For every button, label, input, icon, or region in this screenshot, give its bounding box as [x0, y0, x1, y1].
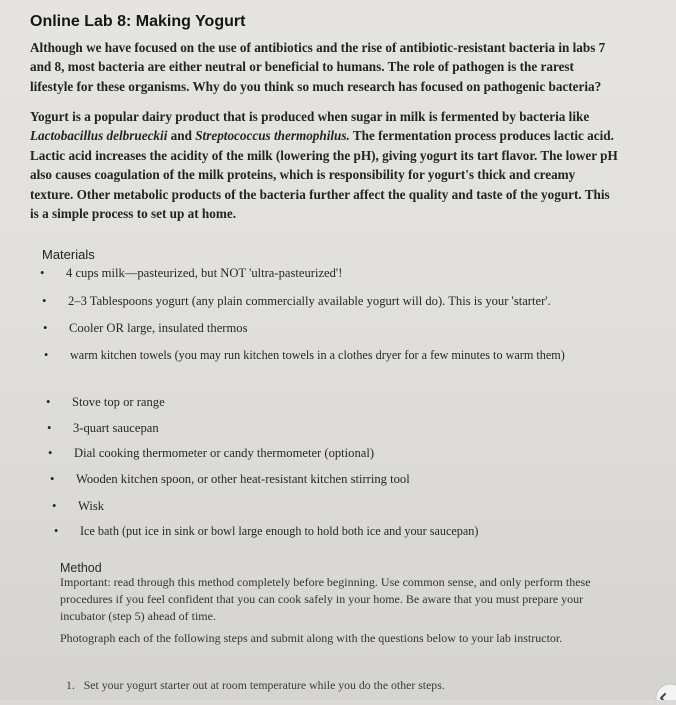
- material-item: [54, 522, 620, 540]
- material-item: [52, 497, 598, 515]
- material-item-text: 4 cups milk—pasteurized, but NOT 'ultra-pasteurized'!: [66, 266, 343, 280]
- step-text: Set your yogurt starter out at room temperature while you do the other steps.: [83, 678, 445, 692]
- materials-heading: Materials: [42, 247, 95, 262]
- yogurt-paragraph: [30, 107, 620, 223]
- bullet-dot: •: [44, 348, 49, 362]
- bullet-dot: •: [48, 446, 53, 460]
- bullet-dot: •: [42, 294, 47, 308]
- bullet-dot: •: [43, 321, 48, 335]
- method-step-1: [66, 678, 445, 693]
- material-item: [44, 346, 615, 364]
- method-heading: Method: [60, 561, 102, 575]
- material-item: [46, 393, 592, 411]
- bullet-dot: •: [54, 524, 59, 538]
- material-item-text: Stove top or range: [72, 395, 165, 409]
- bullet-dot: •: [47, 421, 52, 435]
- material-item-text: 3-quart saucepan: [73, 421, 159, 435]
- method-photograph: Photograph each of the following steps and submit along with the questions below to your lab instructor.: [60, 631, 563, 645]
- material-item-text: 2–3 Tablespoons yogurt (any plain commercially available yogurt will do). This is your 'starter'.: [68, 294, 551, 308]
- yogurt-text-1: Yogurt is a popular dairy product that is produced when sugar in milk is fermented by bacteria like: [30, 109, 590, 124]
- intro-paragraph: Although we have focused on the use of antibiotics and the rise of antibiotic-resistant bacteria in labs 7 and 8, most bacteria are either neutral or beneficial to humans. The role of pathogen is the rarest lifestyle for these organisms. Why do you think so much research has focused on pathogenic bacteria?: [30, 40, 606, 94]
- species-streptococcus: Streptococcus thermophilus.: [195, 128, 350, 144]
- method-important: Important: read through this method completely before beginning. Use common sense, and only perform these procedures if you feel confident that you can cook safely in your home. Be aware that you must prepare your incubator (step 5) ahead of time.: [60, 575, 591, 623]
- step-number: 1.: [66, 678, 75, 692]
- page-title: Online Lab 8: Making Yogurt: [30, 13, 246, 30]
- bullet-dot: •: [52, 499, 57, 513]
- material-item: [43, 319, 589, 337]
- bullet-dot: •: [46, 395, 51, 409]
- material-item-text: Wooden kitchen spoon, or other heat-resistant kitchen stirring tool: [76, 472, 410, 486]
- material-item-text: Ice bath (put ice in sink or bowl large enough to hold both ice and your saucepan): [80, 524, 479, 538]
- material-item-text: Wisk: [78, 499, 105, 513]
- material-item-text: warm kitchen towels (you may run kitchen towels in a clothes dryer for a few minutes to warm them): [70, 348, 565, 362]
- material-item-text: Cooler OR large, insulated thermos: [69, 321, 248, 335]
- material-item: [42, 292, 628, 310]
- species-lactobacillus: Lactobacillus delbrueckii: [30, 128, 168, 144]
- material-item-text: Dial cooking thermometer or candy thermometer (optional): [74, 446, 375, 460]
- bullet-dot: •: [50, 472, 55, 486]
- material-item: [47, 419, 593, 437]
- bullet-dot: •: [40, 266, 45, 280]
- back-chevron-icon[interactable]: [650, 682, 676, 700]
- yogurt-text-3: The fermentation process produces lactic acid. Lactic acid increases the acidity of the milk (lowering the pH), giving yogurt its tart flavor. The lower pH also causes coagulation of the milk proteins, which is responsibility for yogurt's thick and creamy texture. Other metabolic products of the bacteria further affect the quality and taste of the yogurt. This is a simple process to set up at home.: [30, 128, 618, 222]
- material-item: [50, 470, 596, 488]
- yogurt-text-2: and: [167, 128, 196, 144]
- material-item: [40, 264, 586, 282]
- material-item: [48, 444, 594, 462]
